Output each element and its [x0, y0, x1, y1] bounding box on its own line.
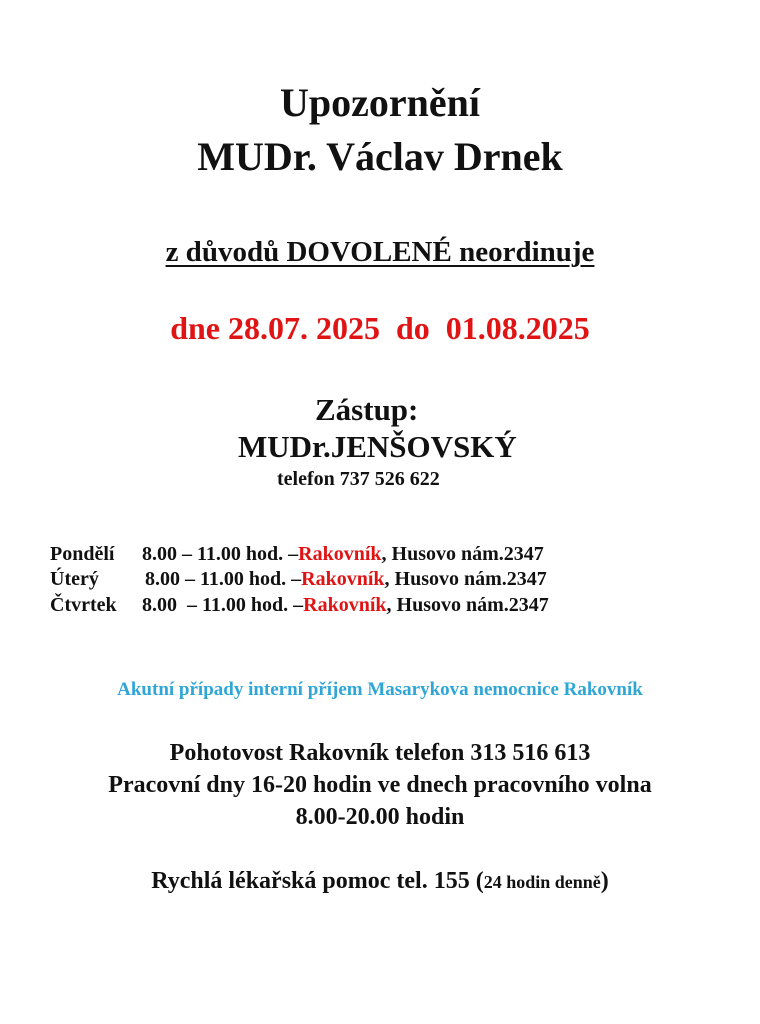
- schedule-city: Rakovník: [298, 543, 382, 565]
- emergency-weekend-hours: 8.00-20.00 hodin: [295, 804, 465, 830]
- schedule-hours: 8.00 – 11.00 hod. –: [142, 543, 299, 565]
- absence-reason: z důvodů DOVOLENÉ neordinuje: [165, 236, 595, 268]
- schedule-row: [40, 571, 740, 617]
- ambulance-line: [0, 868, 760, 895]
- substitute-label: Zástup:: [315, 392, 419, 427]
- schedule-hours: 8.00 – 11.00 hod. –: [145, 568, 302, 590]
- ambulance-hours: 24 hodin denně: [483, 872, 601, 892]
- emergency-hours: Pracovní dny 16-20 hodin ve dnech pracovního volna: [108, 772, 652, 798]
- schedule-address: , Husovo nám.2347: [386, 594, 549, 616]
- schedule-city: Rakovník: [301, 568, 385, 590]
- doctor-name: MUDr. Václav Drnek: [197, 134, 563, 179]
- schedule-day: Pondělí: [50, 543, 115, 565]
- schedule-hours: 8.00 – 11.00 hod. –: [142, 594, 304, 616]
- substitute-doctor: MUDr.JENŠOVSKÝ: [238, 429, 517, 464]
- schedule-address: , Husovo nám.2347: [384, 568, 547, 590]
- schedule-address: , Husovo nám.2347: [381, 543, 544, 565]
- schedule-day: Úterý: [50, 568, 99, 590]
- ambulance-close: ): [600, 868, 609, 894]
- acute-cases-note: Akutní případy interní příjem Masarykova nemocnice Rakovník: [117, 679, 643, 700]
- absence-dates: dne 28.07. 2025 do 01.08.2025: [170, 310, 590, 346]
- emergency-phone: Pohotovost Rakovník telefon 313 516 613: [169, 740, 591, 766]
- schedule-day: Čtvrtek: [50, 594, 117, 616]
- notice-title: Upozornění: [280, 80, 480, 125]
- schedule-city: Rakovník: [303, 594, 387, 616]
- ambulance-text: Rychlá lékařská pomoc tel. 155 (: [151, 868, 484, 894]
- substitute-phone: telefon 737 526 622: [277, 468, 440, 490]
